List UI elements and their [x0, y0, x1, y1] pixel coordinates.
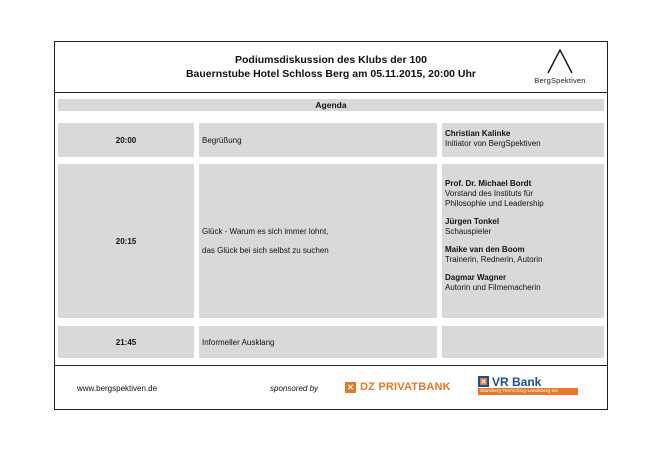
topic-text: Informeller Ausklang — [202, 337, 275, 347]
speaker-role: Trainerin, Rednerin, Autorin — [445, 255, 543, 264]
speaker-name: Christian Kalinke — [445, 129, 511, 138]
speaker — [445, 217, 604, 237]
speaker-name: Dagmar Wagner — [445, 273, 507, 282]
speaker-role: Initiator von BergSpektiven — [445, 139, 541, 148]
speaker-name: Maike van den Boom — [445, 245, 525, 254]
vr-bank-subtitle: Starnberg-Herrsching-Landsberg eG — [478, 388, 578, 395]
agenda-topic — [199, 123, 437, 157]
divider — [55, 365, 607, 366]
document-footer — [55, 367, 607, 409]
sponsored-by-label: sponsored by — [270, 384, 319, 393]
agenda-time: 20:15 — [58, 164, 194, 318]
dz-mark-icon: ✕ — [345, 382, 356, 393]
website-link[interactable]: www.bergspektiven.de — [77, 384, 158, 393]
speaker — [445, 273, 604, 293]
agenda-speakers-empty — [442, 326, 604, 358]
topic-text: Glück - Warum es sich immer lohnt, — [202, 227, 329, 236]
speaker-role: Vorstand des Instituts für Philosophie und Leadership — [445, 189, 544, 208]
speaker-name: Jürgen Tonkel — [445, 217, 500, 226]
vr-bank-name: VR Bank — [492, 374, 542, 389]
event-title: Podiumsdiskussion des Klubs der 100 — [235, 54, 427, 66]
agenda-document — [54, 41, 608, 410]
topic-text: Begrüßung — [202, 135, 242, 145]
agenda-speakers — [442, 164, 604, 318]
dz-privatbank-text: DZ PRIVATBANK — [360, 381, 451, 393]
vr-mark-icon: ✕ — [478, 376, 489, 387]
agenda-topic — [199, 164, 437, 318]
dz-privatbank-logo — [345, 380, 451, 394]
speaker — [445, 245, 604, 265]
agenda-time: 21:45 — [58, 326, 194, 358]
speaker-name: Prof. Dr. Michael Bordt — [445, 179, 532, 188]
bergspektiven-logo — [525, 48, 595, 88]
speaker-role: Schauspieler — [445, 227, 492, 236]
mountain-peak-icon — [545, 48, 575, 74]
agenda-time: 20:00 — [58, 123, 194, 157]
logo-text: BergSpektiven — [534, 76, 586, 85]
event-location-date: Bauernstube Hotel Schloss Berg am 05.11.2015, 20:00 Uhr — [185, 68, 477, 80]
speaker — [445, 179, 604, 209]
speaker-role: Autorin und Filmemacherin — [445, 283, 541, 292]
agenda-speakers — [442, 123, 604, 157]
document-header — [55, 42, 607, 92]
agenda-heading: Agenda — [58, 99, 604, 111]
speaker — [445, 129, 604, 149]
divider — [55, 92, 607, 93]
topic-text-continued: das Glück bei sich selbst zu suchen — [202, 246, 329, 255]
agenda-topic — [199, 326, 437, 358]
vr-bank-logo — [478, 375, 583, 397]
